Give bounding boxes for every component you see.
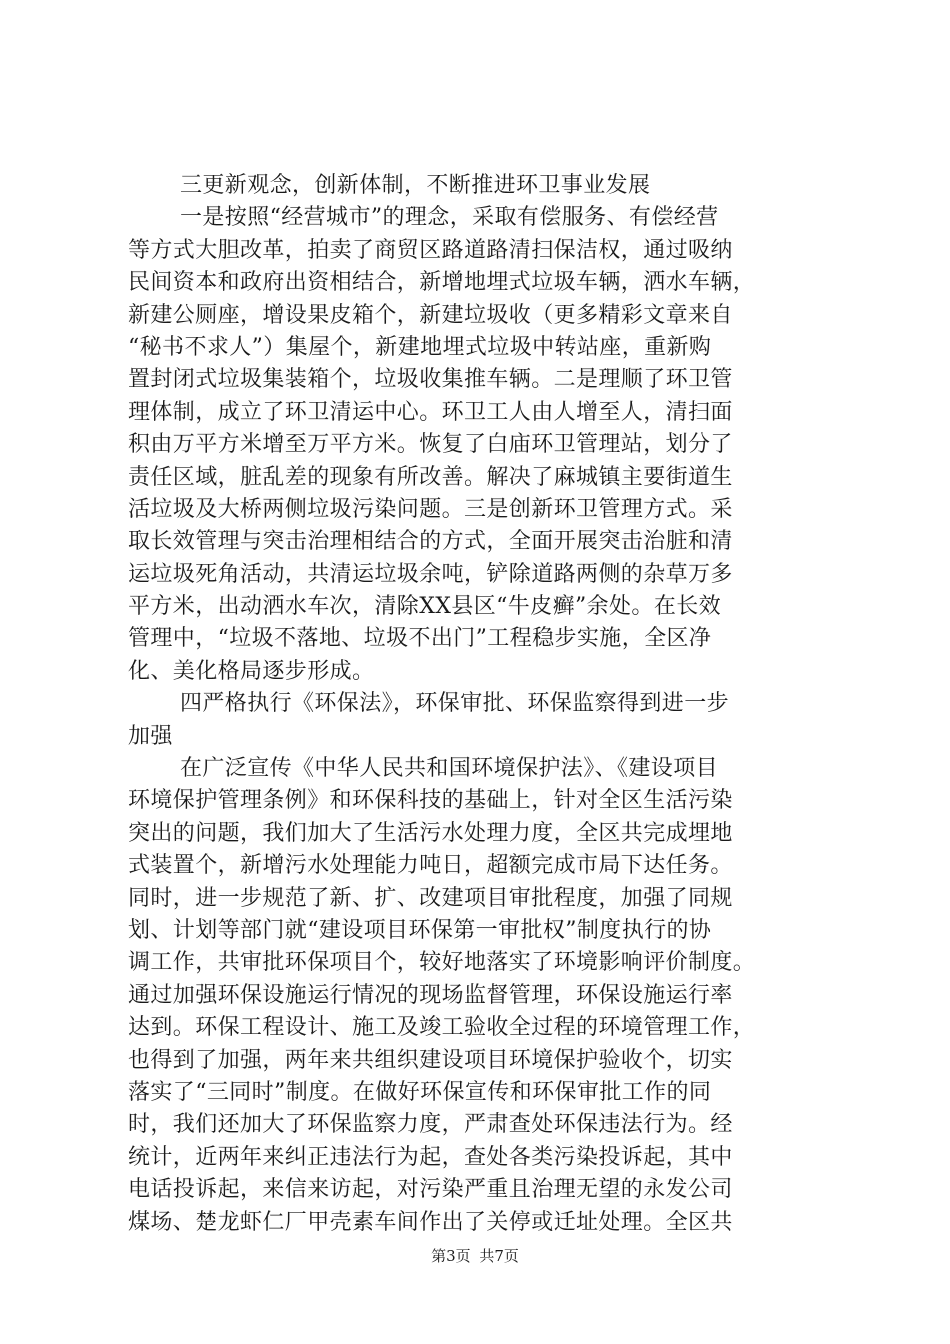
paragraph-line: 统计，近两年来纠正违法行为起，查处各类污染投诉起，其中 [128,1144,733,1170]
paragraph-line: 也得到了加强，两年来共组织建设项目环境保护验收个，切实 [128,1047,733,1073]
paragraph-line: 突出的问题，我们加大了生活污水处理力度，全区共完成埋地 [128,820,733,846]
document-body [128,170,832,1239]
paragraph-line: 管理中，“垃圾不落地、垃圾不出门”工程稳步实施，全区净 [128,626,712,652]
paragraph-line: 运垃圾死角活动，共清运垃圾余吨，铲除道路两侧的杂草万多 [128,561,733,587]
paragraph-line: 取长效管理与突击治理相结合的方式，全面开展突击治脏和清 [128,529,733,555]
paragraph-line: 责任区域，脏乱差的现象有所改善。解决了麻城镇主要街道生 [128,464,733,490]
paragraph-line: 民间资本和政府出资相结合，新增地埋式垃圾车辆，洒水车辆， [128,270,756,296]
paragraph-line: 调工作，共审批环保项目个，较好地落实了环境影响评价制度。 [128,950,756,976]
paragraph-line: “秘书不求人”）集屋个，新建地埋式垃圾中转站座，重新购 [128,334,712,360]
paragraph-line: 积由万平方米增至万平方米。恢复了白庙环卫管理站，划分了 [128,432,733,458]
paragraph-line: 落实了“三同时”制度。在做好环保宣传和环保审批工作的同 [128,1079,712,1105]
paragraph-line: 理体制，成立了环卫清运中心。环卫工人由人增至人，清扫面 [128,399,733,425]
section-heading: 三更新观念，创新体制，不断推进环卫事业发展 [180,173,651,198]
paragraph-line: 等方式大胆改革，拍卖了商贸区路道路清扫保洁权，通过吸纳 [128,237,733,263]
paragraph-line: 活垃圾及大桥两侧垃圾污染问题。三是创新环卫管理方式。采 [128,496,733,522]
paragraph-line: 化、美化格局逐步形成。 [128,658,375,684]
paragraph-line: 时，我们还加大了环保监察力度，严肃查处环保违法行为。经 [128,1112,733,1138]
paragraph-line: 在广泛宣传《中华人民共和国环境保护法》、《建设项目 [180,756,719,782]
paragraph-line: 一是按照“经营城市”的理念，采取有偿服务、有偿经营 [180,205,719,231]
section-heading: 四严格执行《环保法》，环保审批、环保监察得到进一步 [180,691,730,717]
paragraph-line: 平方米，出动洒水车次，清除XX县区“牛皮癣”余处。在长效 [128,594,722,620]
paragraph-line: 同时，进一步规范了新、扩、改建项目审批程度，加强了同规 [128,885,733,911]
page-number: 第3页 [431,1247,471,1265]
paragraph-line: 煤场、楚龙虾仁厂甲壳素车间作出了关停或迁址处理。全区共 [128,1209,733,1235]
page-total: 共7页 [479,1247,519,1265]
paragraph-line: 置封闭式垃圾集装箱个，垃圾收集推车辆。二是理顺了环卫管 [128,367,733,393]
paragraph-line: 通过加强环保设施运行情况的现场监督管理，环保设施运行率 [128,982,733,1008]
section-heading-continued: 加强 [128,723,173,749]
paragraph-line: 电话投诉起，来信来访起，对污染严重且治理无望的永发公司 [128,1177,733,1203]
page-footer [0,1245,950,1266]
paragraph-line: 式装置个，新增污水处理能力吨日，超额完成市局下达任务。 [128,853,733,879]
paragraph-line: 达到。环保工程设计、施工及竣工验收全过程的环境管理工作， [128,1015,756,1041]
paragraph-line: 环境保护管理条例》和环保科技的基础上，针对全区生活污染 [128,788,733,814]
paragraph-line: 新建公厕座，增设果皮箱个，新建垃圾收（更多精彩文章来自 [128,302,733,328]
paragraph-line: 划、计划等部门就“建设项目环保第一审批权”制度执行的协 [128,917,712,943]
